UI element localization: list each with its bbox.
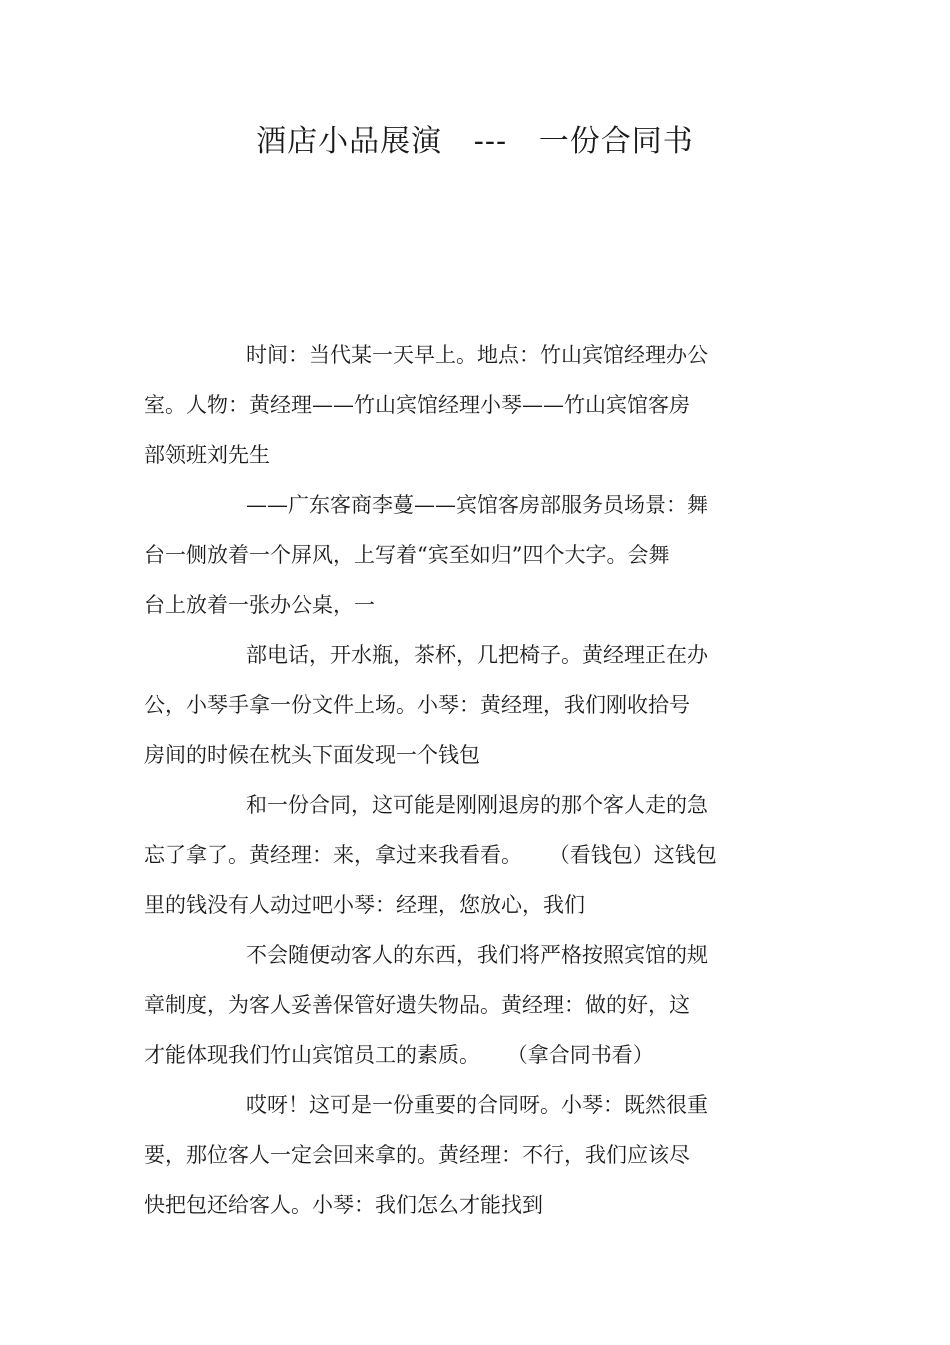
paragraph-3 (144, 630, 794, 780)
text-line: 才能体现我们竹山宾馆员工的素质。 （拿合同书看） (144, 1043, 654, 1067)
text-line: 时间：当代某一天早上。地点：竹山宾馆经理办公 (246, 343, 708, 367)
paragraph-5 (144, 930, 794, 1080)
text-line: 公，小琴手拿一份文件上场。小琴：黄经理，我们刚收拾号 (144, 693, 690, 717)
text-line: 哎呀！这可是一份重要的合同呀。小琴：既然很重 (246, 1093, 708, 1117)
paragraph-2 (144, 480, 794, 630)
text-line: ——广东客商李蔓——宾馆客房部服务员场景：舞 (246, 493, 708, 517)
text-line: 部电话，开水瓶，茶杯，几把椅子。黄经理正在办 (246, 643, 708, 667)
text-line: 要，那位客人一定会回来拿的。黄经理：不行，我们应该尽 (144, 1143, 690, 1167)
text-line: 忘了拿了。黄经理：来，拿过来我看看。 （看钱包）这钱包 (144, 843, 717, 867)
text-line: 部领班刘先生 (144, 443, 270, 467)
text-line: 室。人物：黄经理——竹山宾馆经理小琴——竹山宾馆客房 (144, 393, 690, 417)
text-line: 快把包还给客人。小琴：我们怎么才能找到 (144, 1193, 543, 1217)
text-line: 不会随便动客人的东西，我们将严格按照宾馆的规 (246, 943, 708, 967)
text-line: 房间的时候在枕头下面发现一个钱包 (144, 743, 480, 767)
text-line: 里的钱没有人动过吧小琴：经理，您放心，我们 (144, 893, 585, 917)
paragraph-4 (144, 780, 794, 930)
page-title: 酒店小品展演 --- 一份合同书 (256, 124, 694, 159)
paragraph-6 (144, 1080, 794, 1230)
paragraph-1 (144, 330, 794, 480)
text-line: 和一份合同，这可能是刚刚退房的那个客人走的急 (246, 793, 708, 817)
text-line: 章制度，为客人妥善保管好遗失物品。黄经理：做的好，这 (144, 993, 690, 1017)
text-line: 台一侧放着一个屏风，上写着“宾至如归”四个大字。会舞 (144, 543, 670, 567)
text-line: 台上放着一张办公桌，一 (144, 593, 375, 617)
